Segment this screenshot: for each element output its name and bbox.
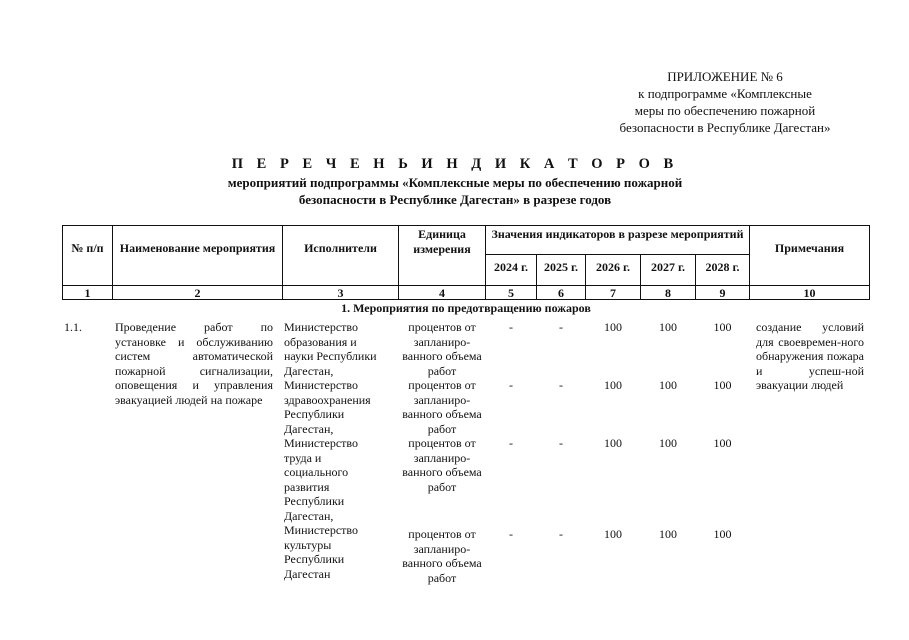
appendix-block — [590, 68, 860, 136]
document-subtitle: безопасности в Республике Дагестан» в разрезе годов — [298, 192, 612, 207]
year-header: 2027 г. — [650, 260, 686, 274]
indicator-unit: процентов от запланиро-ванного объема работ — [402, 527, 482, 585]
col-number: 10 — [803, 286, 816, 300]
executor-line: Республики — [284, 552, 345, 566]
indicator-value: - — [559, 378, 563, 392]
indicator-value: 100 — [713, 436, 732, 450]
header-executors: Исполнители — [304, 241, 377, 255]
indicator-value: - — [559, 436, 563, 450]
indicator-value: - — [509, 320, 513, 334]
indicator-unit: процентов от запланиро-ванного объема работ — [402, 320, 482, 378]
indicator-value: - — [509, 527, 513, 541]
col-number: 2 — [194, 286, 201, 300]
col-number: 7 — [610, 286, 616, 300]
executor-line: здравоохранения — [284, 392, 371, 407]
indicator-unit: процентов от запланиро-ванного объема работ — [402, 436, 482, 494]
executor-line: Министерство — [284, 436, 358, 450]
year-header: 2028 г. — [705, 260, 740, 274]
indicator-value: 100 — [713, 527, 732, 541]
row-executors — [284, 320, 398, 581]
appendix-title: ПРИЛОЖЕНИЕ № 6 — [667, 69, 783, 84]
executor-line: Дагестан, — [284, 508, 334, 523]
year-header: 2025 г. — [543, 260, 579, 274]
appendix-line: безопасности в Республике Дагестан» — [619, 120, 831, 135]
row-activity-name: Проведение работ по установке и обслуживанию систем автоматической пожарной сигнализации, оповещения и управления эвакуацией людей на пожаре — [115, 320, 273, 407]
executor-line: Министерство — [284, 378, 358, 392]
header-notes: Примечания — [774, 241, 845, 255]
col-number: 4 — [439, 286, 445, 300]
executor-line: труда и — [284, 450, 322, 465]
indicator-value: 100 — [604, 320, 622, 334]
document-heading: П Е Р Е Ч Е Н Ь И Н Д И К А Т О Р О В — [231, 156, 679, 172]
appendix-line: меры по обеспечению пожарной — [634, 103, 816, 118]
header-unit: Единица измерения — [413, 227, 471, 256]
table-border-right — [869, 225, 870, 300]
executor-line: Дагестан — [284, 566, 331, 581]
executor-line: образования и — [284, 334, 357, 349]
header-num: № п/п — [71, 241, 104, 255]
indicator-value: 100 — [604, 378, 622, 392]
executor-line: Республики — [284, 494, 345, 508]
year-header: 2026 г. — [595, 260, 631, 274]
row-note: создание условий для своевремен-ного обнаружения пожара и успеш-ной эвакуации людей — [756, 320, 864, 392]
section-title: 1. Мероприятия по предотвращению пожаров — [341, 301, 591, 315]
indicator-unit: процентов от запланиро-ванного объема работ — [402, 378, 482, 436]
executor-line: Министерство — [284, 523, 358, 537]
indicator-value: 100 — [659, 436, 677, 450]
indicator-value: - — [509, 378, 513, 392]
header-values: Значения индикаторов в разрезе мероприятий — [491, 227, 744, 241]
executor-line: Республики — [284, 407, 345, 421]
indicator-value: 100 — [604, 527, 622, 541]
executor-line: Дагестан, — [284, 363, 334, 378]
executor-line: науки Республики — [284, 349, 377, 363]
indicator-value: 100 — [713, 320, 732, 334]
executor-line: Министерство — [284, 320, 358, 334]
col-number: 8 — [665, 286, 671, 300]
indicator-value: - — [559, 320, 563, 334]
col-number: 9 — [719, 286, 726, 300]
col-number: 1 — [84, 286, 91, 300]
indicator-value: 100 — [659, 378, 677, 392]
col-number: 3 — [337, 286, 344, 300]
executor-line: Дагестан, — [284, 421, 334, 436]
header-name: Наименование мероприятия — [119, 241, 276, 255]
document-title — [90, 155, 820, 208]
executor-line: культуры — [284, 537, 332, 552]
indicator-value: 100 — [659, 527, 677, 541]
col-number: 6 — [558, 286, 564, 300]
col-number: 5 — [508, 286, 514, 300]
document-subtitle: мероприятий подпрограммы «Комплексные меры по обеспечению пожарной — [227, 175, 683, 190]
indicator-value: - — [509, 436, 513, 450]
indicator-value: 100 — [659, 320, 677, 334]
year-header: 2024 г. — [493, 260, 529, 274]
table-line-years — [485, 254, 749, 255]
appendix-line: к подпрограмме «Комплексные — [638, 86, 812, 101]
indicator-value: 100 — [713, 378, 732, 392]
indicator-value: 100 — [604, 436, 622, 450]
row-number: 1.1. — [64, 320, 82, 334]
indicator-value: - — [559, 527, 563, 541]
executor-line: социального — [284, 465, 349, 479]
executor-line: развития — [284, 479, 330, 494]
